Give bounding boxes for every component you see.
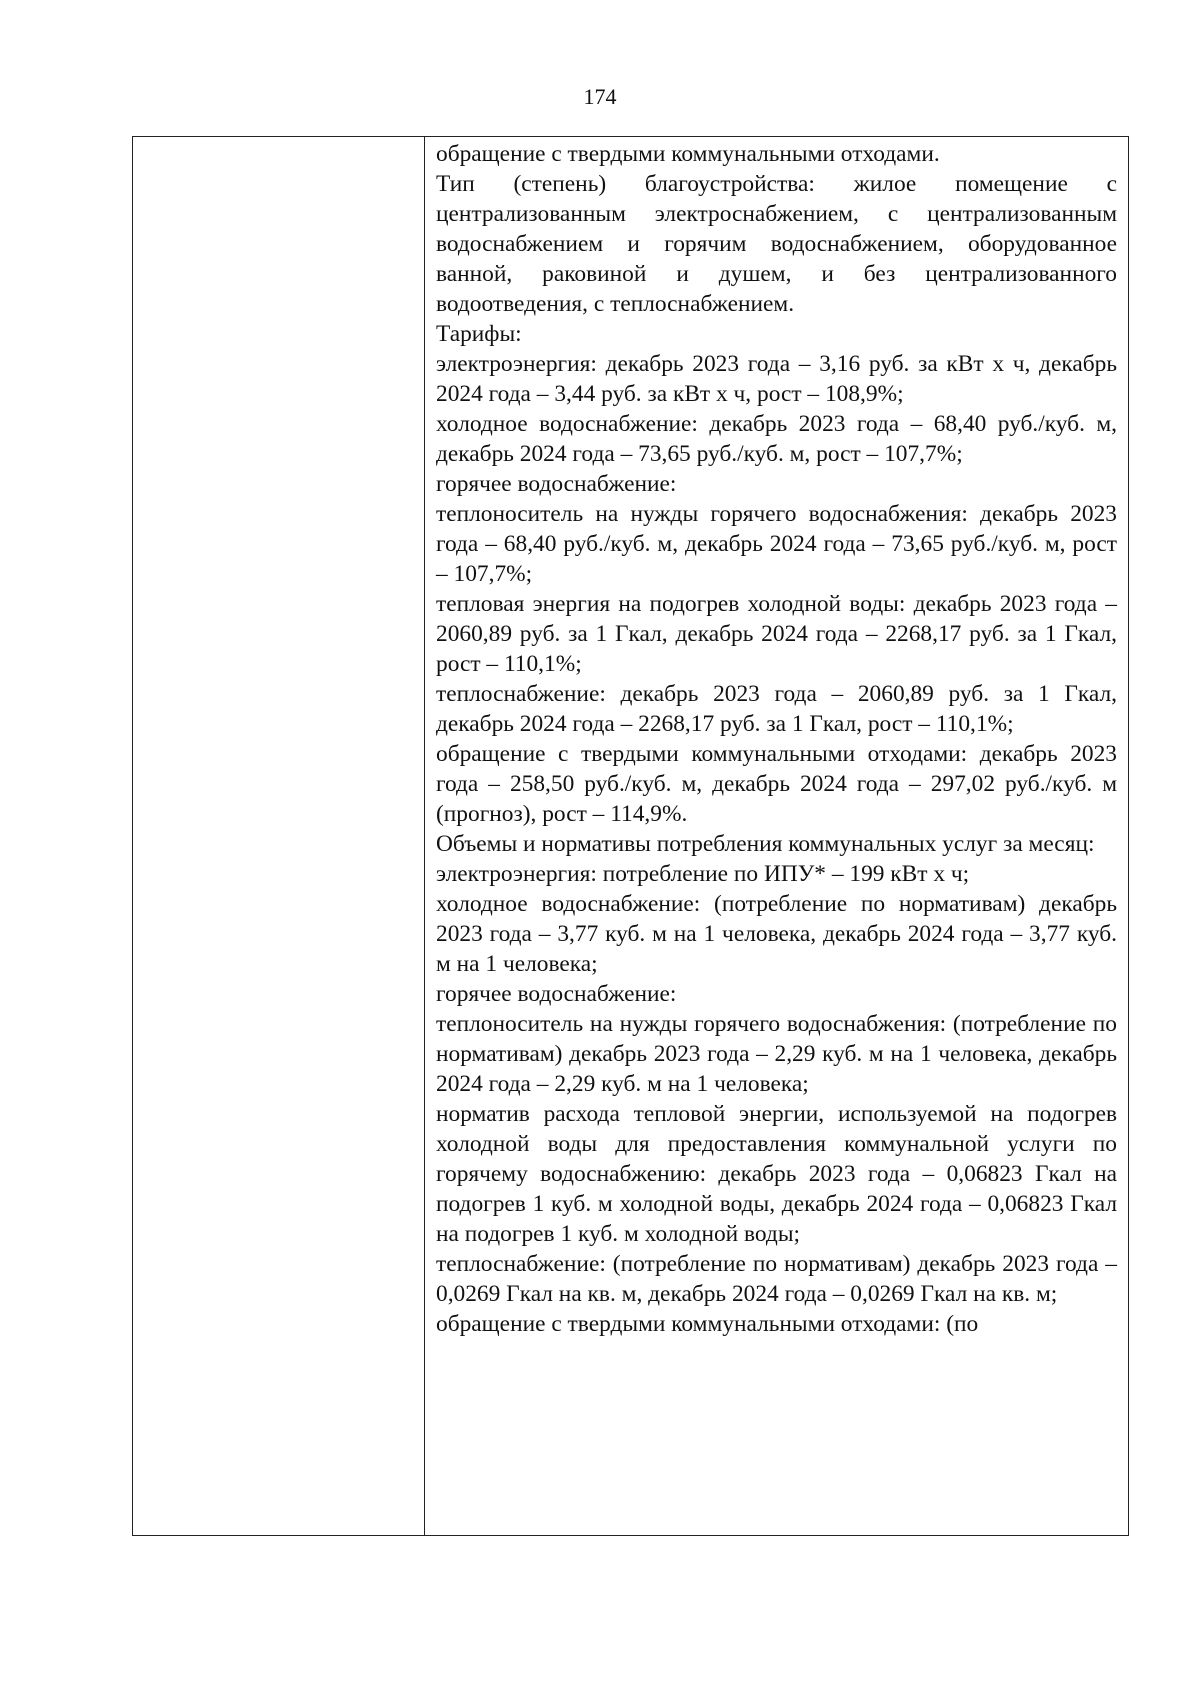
paragraph: норматив расхода тепловой энергии, используемой на подогрев холодной воды для предоставления коммунальной услуги по горячему водоснабжению: декабрь 2023 года – 0,06823 Гкал на подогрев 1 куб. м холодной воды, декабрь 2024 года – 0,06823 Гкал на подогрев 1 куб. м холодной воды;: [436, 1101, 1117, 1247]
page-number: 174: [583, 84, 617, 109]
paragraph: Тарифы:: [436, 321, 522, 347]
paragraph: теплоноситель на нужды горячего водоснабжения: декабрь 2023 года – 68,40 руб./куб. м, декабрь 2024 года – 73,65 руб./куб. м, рост – 107,7%;: [436, 501, 1117, 587]
paragraph: Объемы и нормативы потребления коммунальных услуг за месяц:: [436, 831, 1095, 857]
paragraph: холодное водоснабжение: (потребление по нормативам) декабрь 2023 года – 3,77 куб. м на 1 человека, декабрь 2024 года – 3,77 куб. м на 1 человека;: [436, 891, 1117, 977]
paragraph: горячее водоснабжение:: [436, 981, 677, 1007]
paragraph: тепловая энергия на подогрев холодной воды: декабрь 2023 года – 2060,89 руб. за 1 Гкал, декабрь 2024 года – 2268,17 руб. за 1 Гкал, рост – 110,1%;: [436, 591, 1117, 677]
paragraph: Тип (степень) благоустройства: жилое помещение с централизованным электроснабжением, с централизованным водоснабжением и горячим водоснабжением, оборудованное ванной, раковиной и душем, и без централизованного водоотведения, с теплоснабжением.: [436, 171, 1117, 317]
paragraph: холодное водоснабжение: декабрь 2023 года – 68,40 руб./куб. м, декабрь 2024 года – 73,65 руб./куб. м, рост – 107,7%;: [436, 411, 1117, 467]
paragraph: обращение с твердыми коммунальными отходами: декабрь 2023 года – 258,50 руб./куб. м, декабрь 2024 года – 297,02 руб./куб. м (прогноз), рост – 114,9%.: [436, 741, 1117, 827]
table-cell-left: [133, 137, 425, 1536]
table-cell-right: [425, 137, 1129, 1536]
paragraph: теплоснабжение: декабрь 2023 года – 2060,89 руб. за 1 Гкал, декабрь 2024 года – 2268,17 руб. за 1 Гкал, рост – 110,1%;: [436, 681, 1117, 737]
paragraph: горячее водоснабжение:: [436, 471, 677, 497]
paragraph: теплоснабжение: (потребление по нормативам) декабрь 2023 года – 0,0269 Гкал на кв. м, декабрь 2024 года – 0,0269 Гкал на кв. м;: [436, 1251, 1117, 1307]
paragraph: теплоноситель на нужды горячего водоснабжения: (потребление по нормативам) декабрь 2023 года – 2,29 куб. м на 1 человека, декабрь 2024 года – 2,29 куб. м на 1 человека;: [436, 1011, 1117, 1097]
paragraph: обращение с твердыми коммунальными отходами: (по: [436, 1311, 979, 1337]
table-row: [133, 137, 1129, 1536]
document-table: [132, 136, 1129, 1536]
paragraph: электроэнергия: потребление по ИПУ* – 199 кВт х ч;: [436, 861, 970, 887]
paragraph: электроэнергия: декабрь 2023 года – 3,16 руб. за кВт х ч, декабрь 2024 года – 3,44 руб. за кВт х ч, рост – 108,9%;: [436, 351, 1117, 407]
cell-content: [425, 137, 1128, 1339]
paragraph: обращение с твердыми коммунальными отходами.: [436, 141, 940, 167]
